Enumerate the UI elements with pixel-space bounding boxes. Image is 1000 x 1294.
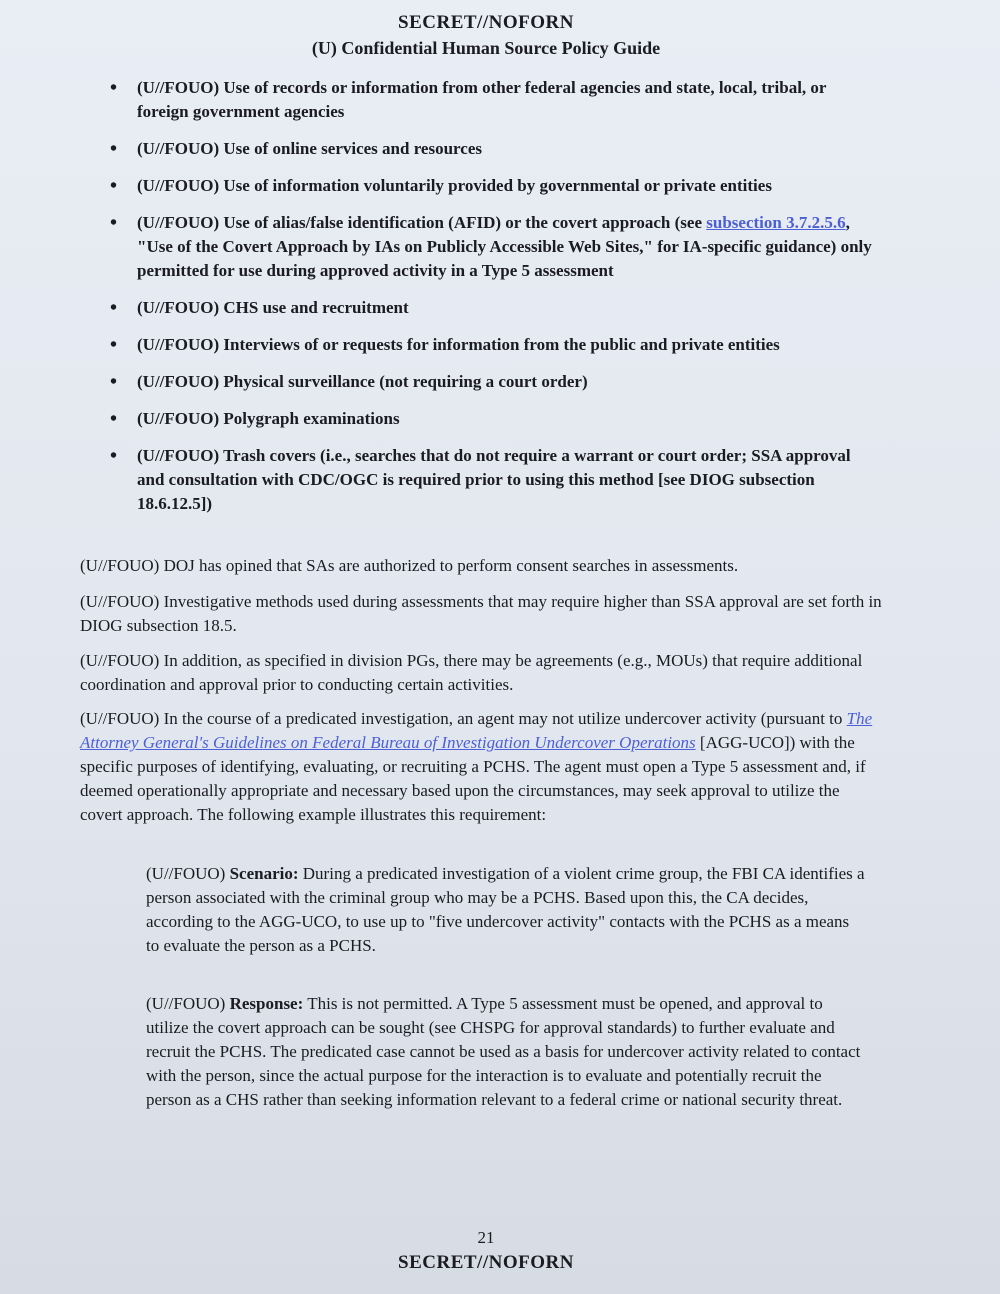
scenario-text: During a predicated investigation of a violent crime group, the FBI CA identifies a person associated with the criminal group who may be a PCHS. Based upon this, the CA decides, according to the AGG-UCO, to use up to "five undercover activity" contacts with the PCHS as a means to evaluate the person as a PCHS. — [146, 864, 865, 955]
list-item: • (U//FOUO) Physical surveillance (not requiring a court order) — [110, 370, 880, 394]
list-item — [110, 211, 880, 283]
assessment-methods-list — [110, 76, 880, 529]
list-item-text: , "Use of the Covert Approach by IAs on Publicly Accessible Web Sites," for IA-specific guidance) only permitted for use during approved activity in a Type 5 assessment — [137, 213, 872, 280]
response-paragraph — [146, 992, 866, 1112]
paragraph-consent-searches: (U//FOUO) DOJ has opined that SAs are authorized to perform consent searches in assessments. — [80, 556, 739, 575]
list-item: • (U//FOUO) Trash covers (i.e., searches that do not require a warrant or court order; SSA approval and consultation with CDC/OGC is required prior to using this method [see DIOG subsection 18.6.12.5]) — [110, 444, 880, 516]
paragraph-agreements: (U//FOUO) In addition, as specified in division PGs, there may be agreements (e.g., MOUs) that require additional coordination and approval prior to conducting certain activities. — [80, 651, 863, 694]
agg-uco-link[interactable]: The Attorney General's Guidelines on Federal Bureau of Investigation Undercover Operations — [80, 709, 873, 752]
classification-header: SECRET//NOFORN — [398, 12, 574, 33]
subsection-link[interactable]: subsection 3.7.2.5.6 — [706, 213, 846, 232]
paragraph-undercover — [80, 707, 886, 827]
list-item: • (U//FOUO) Use of information voluntarily provided by governmental or private entities — [110, 174, 880, 198]
document-title: (U) Confidential Human Source Policy Guide — [311, 38, 661, 58]
list-item-text: (U//FOUO) Use of alias/false identification (AFID) or the covert approach (see — [137, 213, 707, 232]
paragraph-text: (U//FOUO) In the course of a predicated investigation, an agent may not utilize undercover activity (pursuant to — [80, 709, 847, 728]
classification-footer: SECRET//NOFORN — [398, 1252, 574, 1273]
paragraph-investigative-methods: (U//FOUO) Investigative methods used during assessments that may require higher than SSA approval are set forth in DIOG subsection 18.5. — [80, 592, 882, 635]
response-marking: (U//FOUO) — [146, 994, 230, 1013]
list-item: • (U//FOUO) CHS use and recruitment — [110, 296, 880, 320]
scenario-paragraph — [146, 862, 866, 958]
paragraph-text: [AGG-UCO]) with the specific purposes of identifying, evaluating, or recruiting a PCHS. The agent must open a Type 5 assessment and, if deemed operationally appropriate and necessary based upon the circumstances, may seek approval to utilize the covert approach. The following example illustrates this requirement: — [80, 733, 866, 824]
list-item: • (U//FOUO) Use of records or information from other federal agencies and state, local, tribal, or foreign government agencies — [110, 76, 880, 124]
list-item: • (U//FOUO) Polygraph examinations — [110, 407, 880, 431]
response-label: Response: — [229, 994, 304, 1013]
response-text: This is not permitted. A Type 5 assessment must be opened, and approval to utilize the covert approach can be sought (see CHSPG for approval standards) to further evaluate and recruit the PCHS. The predicated case cannot be used as a basis for undercover activity related to contact with the person, since the actual purpose for the interaction is to evaluate and potentially recruit the person as a CHS rather than seeking information relevant to a federal crime or national security threat. — [146, 994, 861, 1109]
page-number: 21 — [477, 1228, 495, 1247]
list-item: • (U//FOUO) Use of online services and resources — [110, 137, 880, 161]
scenario-marking: (U//FOUO) — [146, 864, 230, 883]
scenario-label: Scenario: — [229, 864, 299, 883]
list-item: • (U//FOUO) Interviews of or requests for information from the public and private entities — [110, 333, 880, 357]
